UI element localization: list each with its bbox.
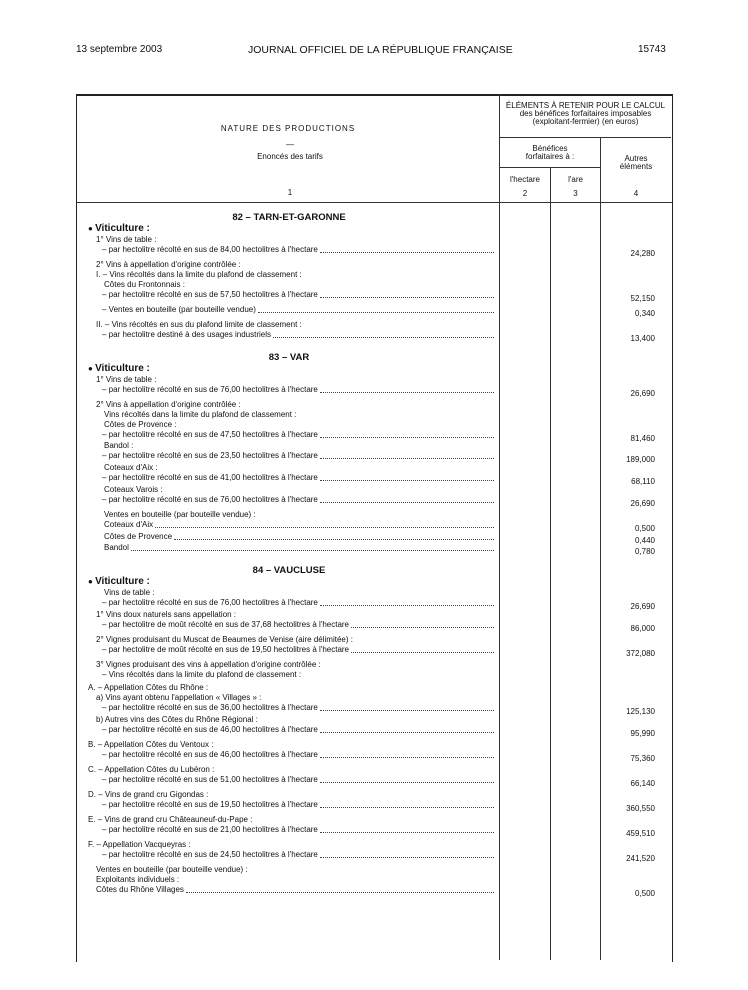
- header-rule-bottom: [76, 202, 672, 203]
- header-rule-hectare: [499, 167, 600, 168]
- department-heading: 82 – TARN-ET-GARONNE: [232, 212, 346, 223]
- tariff-line-label: Côtes de Provence: [104, 531, 173, 541]
- bullet-icon: ●: [88, 224, 96, 233]
- tariff-line-label: – par hectolitre récolté en sus de 41,00 hectolitres à l'hectare: [102, 472, 318, 482]
- leader-dots: [320, 732, 494, 733]
- column-heading-enonces: Enoncés des tarifs: [257, 152, 323, 161]
- tariff-line-label: – par hectolitre récolté en sus de 19,50 hectolitres à l'hectare: [102, 799, 318, 809]
- autres-elements-value: 0,340: [634, 308, 655, 318]
- row-label: – Vins récoltés dans la limite du plafond de classement :: [102, 670, 302, 679]
- header-title: JOURNAL OFFICIEL DE LA RÉPUBLIQUE FRANÇAISE: [248, 44, 513, 56]
- column-heading-dash: —: [286, 140, 294, 149]
- tariff-line-label: – par hectolitre récolté en sus de 76,00 hectolitres à l'hectare: [102, 598, 318, 608]
- row-label: a) Vins ayant obtenu l'appellation « Villages » :: [96, 693, 262, 703]
- tariff-line-label: Côtes du Rhône Villages: [96, 885, 184, 895]
- department-heading: 83 – VAR: [268, 351, 310, 363]
- leader-dots: [258, 312, 494, 313]
- column-divider-1: [499, 94, 500, 960]
- autres-elements-value: 372,080: [626, 648, 655, 658]
- tariff-line-label: – par hectolitre récolté en sus de 84,00 hectolitres à l'hectare: [102, 244, 318, 254]
- autres-elements-value: 66,140: [630, 778, 655, 788]
- leader-dots: [351, 627, 494, 628]
- row-label: Vins de table :: [104, 588, 155, 598]
- column-divider-2: [550, 167, 551, 960]
- department-heading: 84 – VAUCLUSE: [252, 565, 326, 577]
- leader-dots: [351, 652, 494, 653]
- row-label: 2° Vignes produisant du Muscat de Beaumes de Venise (aire délimitée) :: [96, 635, 353, 645]
- row-label: 1° Vins doux naturels sans appellation :: [96, 609, 237, 619]
- row-label: D. – Vins de grand cru Gigondas :: [88, 790, 209, 800]
- heading-elements-3: (exploitant-fermier) (en euros): [532, 117, 639, 126]
- row-label: B. – Appellation Côtes du Ventoux :: [88, 739, 214, 749]
- autres-elements-value: 241,520: [626, 854, 655, 864]
- tariff-line-label: – par hectolitre récolté en sus de 21,00 hectolitres à l'hectare: [102, 825, 318, 835]
- header-rule-benefices: [499, 137, 671, 138]
- heading-autres: Autres: [624, 154, 648, 163]
- header-date: 13 septembre 2003: [76, 44, 163, 55]
- leader-dots: [174, 539, 494, 540]
- row-label: 2° Vins à appellation d'origine contrôlée :: [96, 399, 241, 409]
- leader-dots: [131, 550, 494, 551]
- leader-dots: [320, 605, 494, 606]
- leader-dots: [320, 502, 494, 503]
- category-label: Viticulture :: [95, 362, 150, 374]
- row-label: 2° Vins à appellation d'origine contrôlée :: [96, 260, 241, 270]
- tariff-line-label: – par hectolitre récolté en sus de 47,50 hectolitres à l'hectare: [102, 429, 318, 439]
- row-label: E. – Vins de grand cru Châteauneuf-du-Pape :: [88, 815, 253, 825]
- autres-elements-value: 81,460: [630, 433, 655, 443]
- leader-dots: [320, 297, 494, 298]
- leader-dots: [320, 782, 494, 783]
- tariff-line-label: – par hectolitre récolté en sus de 23,50 hectolitres à l'hectare: [102, 451, 318, 461]
- row-label: Côtes de Provence :: [104, 419, 177, 429]
- tariff-line-label: – par hectolitre récolté en sus de 57,50 hectolitres à l'hectare: [102, 289, 318, 299]
- autres-elements-value: 0,500: [634, 523, 655, 533]
- tariff-line-label: Bandol: [104, 543, 129, 553]
- category-label: Viticulture :: [95, 576, 150, 588]
- leader-dots: [320, 710, 494, 711]
- autres-elements-value: 125,130: [626, 706, 655, 716]
- tariff-line-label: – par hectolitre de moût récolté en sus de 37,68 hectolitres à l'hectare: [102, 619, 350, 629]
- autres-elements-value: 26,690: [630, 388, 655, 398]
- heading-benefices-2: forfaitaires à :: [525, 152, 575, 161]
- row-label: Ventes en bouteille (par bouteille vendue) :: [96, 865, 248, 875]
- autres-elements-value: 0,500: [634, 889, 655, 899]
- tariff-line-label: – par hectolitre récolté en sus de 46,00 hectolitres à l'hectare: [102, 749, 318, 759]
- row-label: Exploitants individuels :: [96, 875, 180, 885]
- row-label: II. – Vins récoltés en sus du plafond limite de classement :: [96, 320, 302, 330]
- tariff-line-label: Coteaux d'Aix: [104, 519, 154, 529]
- autres-elements-value: 86,000: [630, 623, 655, 633]
- column-number-2: 2: [522, 189, 528, 198]
- row-label: Coteaux Varois :: [104, 484, 163, 494]
- heading-benefices: Bénéfices: [532, 144, 568, 153]
- autres-elements-value: 52,150: [630, 293, 655, 303]
- leader-dots: [186, 892, 494, 893]
- row-label: Bandol :: [104, 441, 134, 451]
- tariff-line-label: – par hectolitre récolté en sus de 51,00 hectolitres à l'hectare: [102, 774, 318, 784]
- leader-dots: [320, 857, 494, 858]
- row-label: 1° Vins de table :: [96, 374, 157, 384]
- category-heading: [88, 223, 150, 234]
- bullet-icon: ●: [88, 577, 96, 587]
- autres-elements-value: 189,000: [626, 455, 655, 465]
- tariff-line-label: – par hectolitre récolté en sus de 76,00 hectolitres à l'hectare: [102, 494, 318, 504]
- autres-elements-value: 360,550: [626, 803, 655, 813]
- heading-elements-2: des bénéfices forfaitaires imposables: [519, 109, 652, 118]
- row-label: C. – Appellation Côtes du Lubéron :: [88, 765, 215, 774]
- tariff-line-label: – par hectolitre destiné à des usages industriels: [102, 330, 271, 339]
- row-label: F. – Appellation Vacqueyras :: [88, 840, 191, 850]
- leader-dots: [320, 832, 494, 833]
- column-heading-nature: NATURE DES PRODUCTIONS: [220, 124, 356, 133]
- row-label: I. – Vins récoltés dans la limite du plafond de classement :: [96, 269, 302, 279]
- autres-elements-value: 68,110: [631, 476, 655, 486]
- category-heading: [88, 363, 150, 374]
- autres-elements-value: 26,690: [630, 602, 655, 612]
- row-label: Vins récoltés dans la limite du plafond de classement :: [104, 409, 297, 419]
- bullet-icon: ●: [88, 363, 96, 373]
- row-label: A. – Appellation Côtes du Rhône :: [88, 683, 209, 693]
- tariff-line-label: – par hectolitre récolté en sus de 36,00 hectolitres à l'hectare: [102, 702, 318, 712]
- heading-hectare: l'hectare: [510, 175, 540, 184]
- tariff-line-label: – par hectolitre récolté en sus de 46,00 hectolitres à l'hectare: [102, 724, 318, 734]
- autres-elements-value: 459,510: [626, 829, 655, 839]
- leader-dots: [320, 458, 494, 459]
- row-label: Coteaux d'Aix :: [104, 463, 158, 473]
- leader-dots: [320, 807, 494, 808]
- leader-dots: [273, 337, 494, 338]
- leader-dots: [320, 392, 494, 393]
- row-label: b) Autres vins des Côtes du Rhône Régional :: [96, 714, 258, 724]
- column-number-1: 1: [287, 188, 293, 197]
- row-label: 3° Vignes produisant des vins à appellation d'origine contrôlée :: [96, 660, 321, 670]
- tariff-line-label: – par hectolitre récolté en sus de 24,50 hectolitres à l'hectare: [102, 850, 318, 860]
- tariff-line-label: – par hectolitre récolté en sus de 76,00 hectolitres à l'hectare: [102, 384, 318, 394]
- tariff-line-label: – Ventes en bouteille (par bouteille vendue): [102, 304, 256, 314]
- autres-elements-value: 0,780: [634, 547, 655, 557]
- autres-elements-value: 95,990: [630, 728, 655, 738]
- autres-elements-value: 24,280: [630, 248, 655, 258]
- leader-dots: [320, 757, 494, 758]
- row-label: 1° Vins de table :: [96, 235, 157, 244]
- row-label: Ventes en bouteille (par bouteille vendue) :: [104, 509, 256, 519]
- tariff-line-label: – par hectolitre de moût récolté en sus de 19,50 hectolitres à l'hectare: [102, 644, 350, 654]
- leader-dots: [320, 437, 494, 438]
- category-label: Viticulture :: [95, 223, 150, 234]
- header-page-number: 15743: [638, 44, 666, 55]
- autres-elements-value: 13,400: [630, 334, 655, 343]
- leader-dots: [155, 527, 494, 528]
- heading-elements: ÉLÉMENTS À RETENIR POUR LE CALCUL: [505, 101, 666, 110]
- autres-elements-value: 0,440: [634, 535, 655, 545]
- row-label: Côtes du Frontonnais :: [104, 279, 185, 289]
- heading-autres-2: éléments: [619, 162, 653, 171]
- column-number-4: 4: [633, 189, 639, 198]
- column-number-3: 3: [573, 189, 578, 198]
- leader-dots: [320, 480, 494, 481]
- heading-are: l'are: [568, 175, 583, 184]
- autres-elements-value: 26,690: [630, 498, 655, 508]
- leader-dots: [320, 252, 494, 253]
- autres-elements-value: 75,360: [630, 753, 655, 763]
- category-heading: [88, 576, 150, 587]
